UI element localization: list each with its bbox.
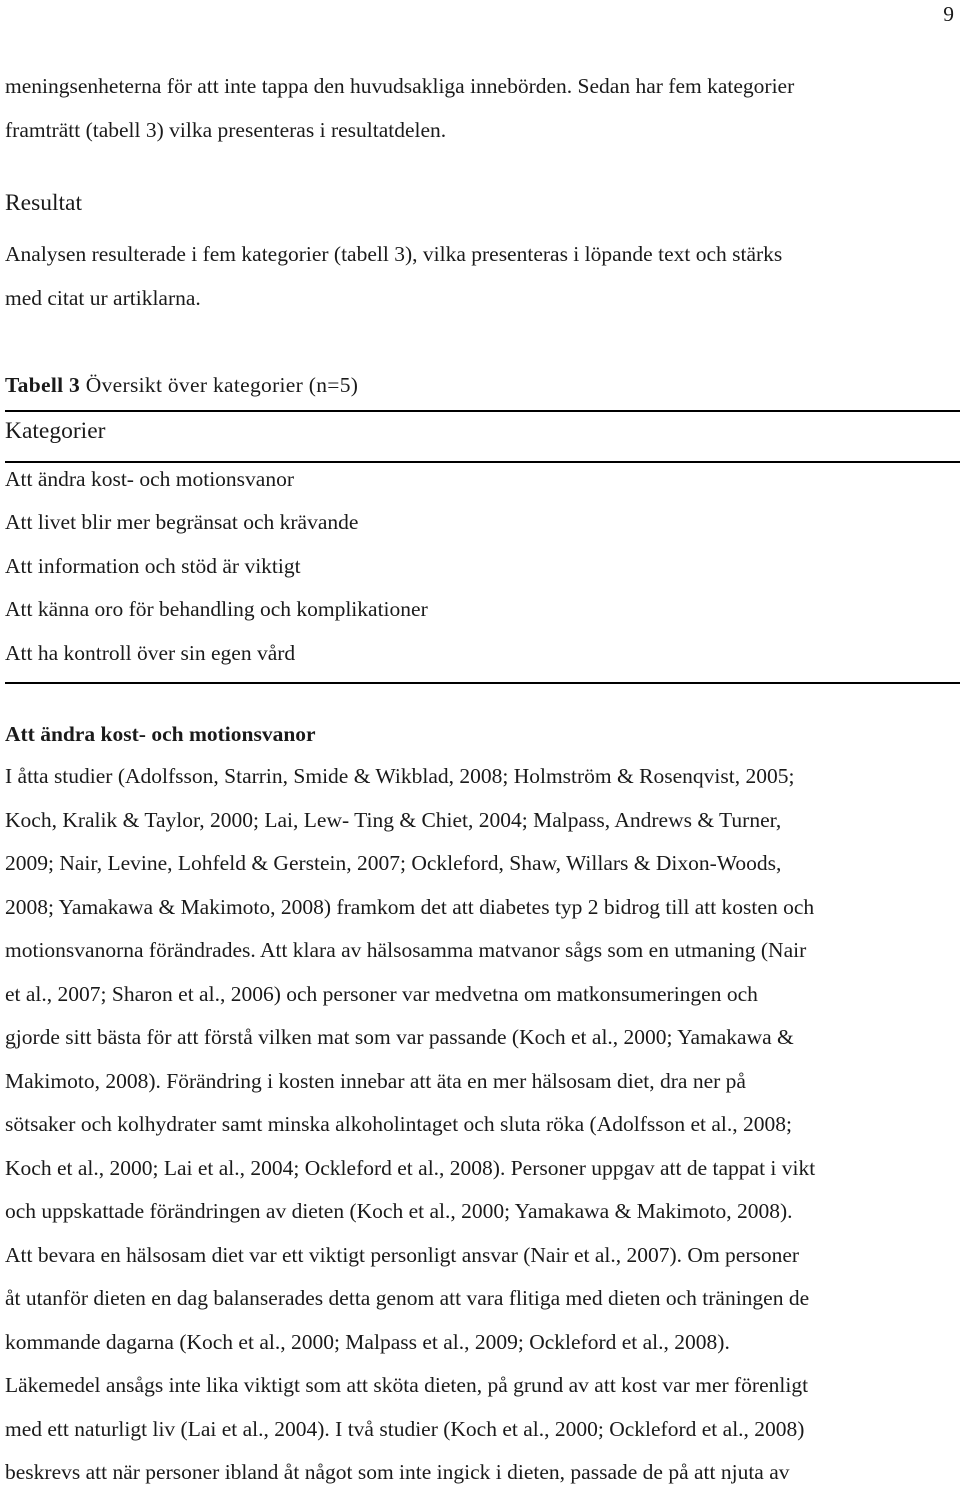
table-header: Kategorier — [5, 418, 106, 444]
body-line: I åtta studier (Adolfsson, Starrin, Smide & Wikblad, 2008; Holmström & Rosenqvist, 2005; — [5, 764, 795, 788]
body-line: Att bevara en hälsosam diet var ett viktigt personligt ansvar (Nair et al., 2007). Om personer — [5, 1242, 800, 1267]
body-line: Läkemedel ansågs inte lika viktigt som att sköta dieten, på grund av att kost var mer förenligt — [5, 1373, 809, 1397]
body-line: gjorde sitt bästa för att förstå vilken mat som var passande (Koch et al., 2000; Yamakawa & — [5, 1025, 794, 1049]
body-line: et al., 2007; Sharon et al., 2006) och personer var medvetna om matkonsumeringen och — [5, 981, 758, 1006]
table-caption — [5, 372, 358, 398]
body-line: 2008; Yamakawa & Makimoto, 2008) framkom det att diabetes typ 2 bidrog till att kosten och — [5, 894, 815, 919]
body-line: kommande dagarna (Koch et al., 2000; Malpass et al., 2009; Ockleford et al., 2008). — [5, 1329, 730, 1354]
table-top-rule — [5, 410, 960, 412]
body-line: Koch et al., 2000; Lai et al., 2004; Ockleford et al., 2008). Personer uppgav att de tappat i vikt — [5, 1155, 816, 1180]
body-line: Koch, Kralik & Taylor, 2000; Lai, Lew- Ting & Chiet, 2004; Malpass, Andrews & Turner, — [5, 807, 782, 832]
body-line: Makimoto, 2008). Förändring i kosten innebar att äta en mer hälsosam diet, dra ner på — [5, 1068, 746, 1093]
table-caption-label: Tabell 3 — [5, 373, 81, 397]
page-number: 9 — [943, 2, 954, 26]
table-row: Att ändra kost- och motionsvanor — [5, 467, 295, 491]
body-line: sötsaker och kolhydrater samt minska alkoholintaget och sluta röka (Adolfsson et al., 2008; — [5, 1112, 792, 1136]
result-intro-line-2: med citat ur artiklarna. — [5, 286, 201, 310]
table-row: Att känna oro för behandling och komplikationer — [5, 597, 428, 621]
table-row: Att livet blir mer begränsat och krävande — [5, 510, 359, 534]
body-line: beskrevs att när personer ibland åt något som inte ingick i dieten, passade de på att njuta av — [5, 1460, 790, 1484]
body-line: 2009; Nair, Levine, Lohfeld & Gerstein, 2007; Ockleford, Shaw, Willars & Dixon-Woods, — [5, 851, 782, 875]
subsection-heading: Att ändra kost- och motionsvanor — [5, 722, 316, 746]
body-line: åt utanför dieten en dag balanserades detta genom att vara flitiga med dieten och träningen de — [5, 1286, 810, 1310]
table-header-rule — [5, 461, 960, 463]
table-bottom-rule — [5, 682, 960, 684]
body-line: med ett naturligt liv (Lai et al., 2004). I två studier (Koch et al., 2000; Ockleford et al., 2008) — [5, 1416, 805, 1441]
body-line: motionsvanorna förändrades. Att klara av hälsosamma matvanor sågs som en utmaning (Nair — [5, 938, 807, 962]
table-caption-text: Översikt över kategorier (n=5) — [80, 373, 359, 397]
intro-line-2: framträtt (tabell 3) vilka presenteras i resultatdelen. — [5, 118, 447, 142]
table-row: Att information och stöd är viktigt — [5, 554, 301, 578]
body-line: och uppskattade förändringen av dieten (Koch et al., 2000; Yamakawa & Makimoto, 2008). — [5, 1199, 793, 1223]
intro-line-1: meningsenheterna för att inte tappa den huvudsakliga innebörden. Sedan har fem kategorier — [5, 74, 795, 98]
section-heading: Resultat — [5, 190, 83, 216]
table-row: Att ha kontroll över sin egen vård — [5, 641, 296, 665]
result-intro-line-1: Analysen resulterade i fem kategorier (tabell 3), vilka presenteras i löpande text och stärks — [5, 242, 783, 266]
